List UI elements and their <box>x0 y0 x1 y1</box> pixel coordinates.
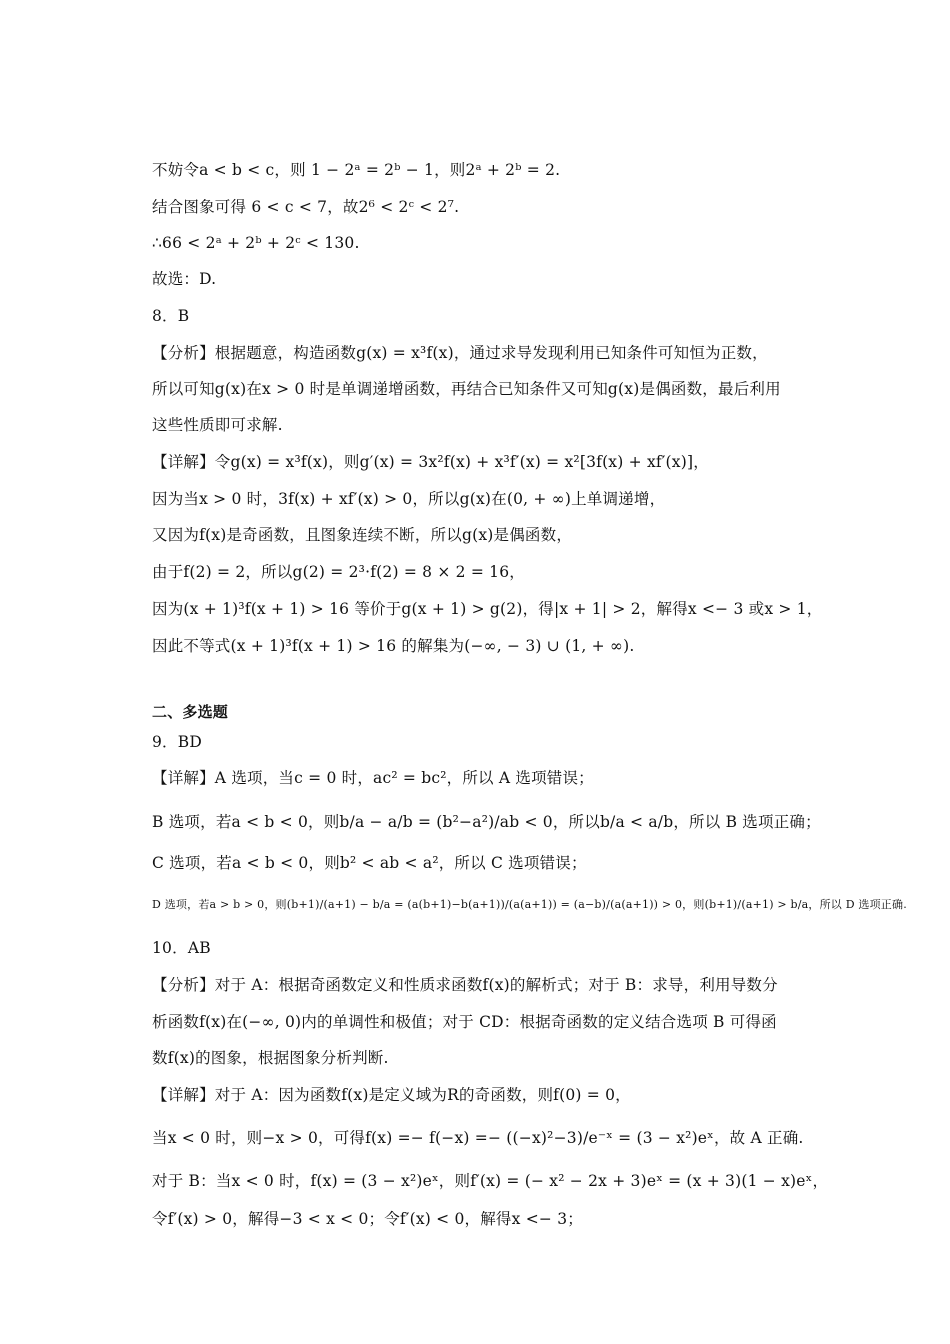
text-line: D 选项，若a > b > 0，则(b+1)/(a+1) − b/a = (a(b+1)−b(a+1))/(a(a+1)) = (a−b)/(a(a+1)) > 0，则(b+1)/(a+1) > b/a，所以 D 选项正确. <box>152 898 907 911</box>
section-heading: 二、多选题 <box>152 703 229 721</box>
text-line: 【分析】对于 A：根据奇函数定义和性质求函数f(x)的解析式；对于 B：求导，利用导数分 <box>152 976 778 994</box>
text-line: 因此不等式(x + 1)³f(x + 1) > 16 的解集为(−∞, − 3) ∪ (1, + ∞). <box>152 637 635 655</box>
text-line: 故选：D. <box>152 270 217 288</box>
text-line: 【详解】令g(x) = x³f(x)，则g′(x) = 3x²f(x) + x³f′(x) = x²[3f(x) + xf′(x)]， <box>152 453 709 471</box>
text-line: 所以可知g(x)在x > 0 时是单调递增函数，再结合已知条件又可知g(x)是偶函数，最后利用 <box>152 380 781 398</box>
text-line: 【详解】对于 A：因为函数f(x)是定义域为R的奇函数，则f(0) = 0， <box>152 1086 631 1104</box>
text-line: ∴66 < 2ᵃ + 2ᵇ + 2ᶜ < 130. <box>152 234 360 252</box>
text-line: 不妨令a < b < c，则 1 − 2ᵃ = 2ᵇ − 1，则2ᵃ + 2ᵇ = 2. <box>152 161 561 179</box>
text-line: B 选项，若a < b < 0，则b/a − a/b = (b²−a²)/ab < 0，所以b/a < a/b，所以 B 选项正确； <box>152 813 821 831</box>
text-line: C 选项，若a < b < 0，则b² < ab < a²，所以 C 选项错误； <box>152 854 587 872</box>
text-line: 对于 B：当x < 0 时，f(x) = (3 − x²)eˣ，则f′(x) = (− x² − 2x + 3)eˣ = (x + 3)(1 − x)eˣ， <box>152 1172 829 1190</box>
text-line: 又因为f(x)是奇函数，且图象连续不断，所以g(x)是偶函数， <box>152 526 573 544</box>
question-number: 8．B <box>152 307 190 325</box>
text-line: 结合图象可得 6 < c < 7，故2⁶ < 2ᶜ < 2⁷. <box>152 198 460 216</box>
text-line: 【详解】A 选项，当c = 0 时，ac² = bc²，所以 A 选项错误； <box>152 769 594 787</box>
text-line: 当x < 0 时，则−x > 0，可得f(x) =− f(−x) =− ((−x)²−3)/e⁻ˣ = (3 − x²)eˣ，故 A 正确. <box>152 1129 804 1147</box>
question-number: 9．BD <box>152 733 202 751</box>
text-line: 数f(x)的图象，根据图象分析判断. <box>152 1049 389 1067</box>
text-line: 因为(x + 1)³f(x + 1) > 16 等价于g(x + 1) > g(2)，得|x + 1| > 2，解得x <− 3 或x > 1， <box>152 600 823 618</box>
text-line: 由于f(2) = 2，所以g(2) = 2³·f(2) = 8 × 2 = 16， <box>152 563 525 581</box>
text-line: 因为当x > 0 时，3f(x) + xf′(x) > 0，所以g(x)在(0, + ∞)上单调递增， <box>152 490 666 508</box>
text-line: 析函数f(x)在(−∞, 0)内的单调性和极值；对于 CD：根据奇函数的定义结合选项 B 可得函 <box>152 1013 777 1031</box>
text-line: 令f′(x) > 0，解得−3 < x < 0；令f′(x) < 0，解得x <− 3； <box>152 1210 583 1228</box>
question-number: 10．AB <box>152 939 211 957</box>
text-line: 这些性质即可求解. <box>152 416 283 434</box>
text-line: 【分析】根据题意，构造函数g(x) = x³f(x)，通过求导发现利用已知条件可知恒为正数， <box>152 344 768 362</box>
